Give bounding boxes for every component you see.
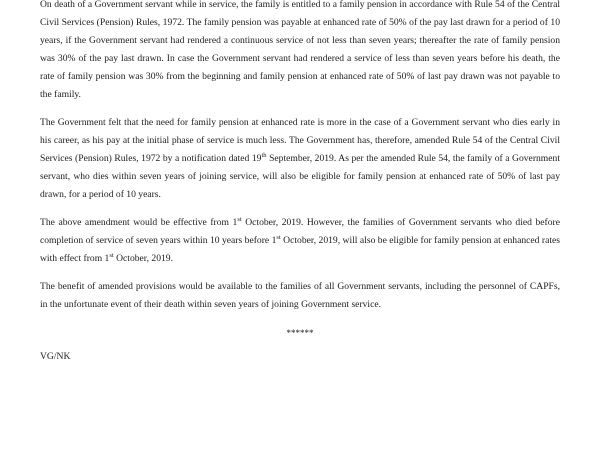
body-paragraph — [40, 214, 560, 268]
paragraph-text: On death of a Government servant while in service, the family is entitled to a family pension in accordance with Rule 54 of the Central Civil Services (Pension) Rules, 1972. The family pension was payable at enhanced rate of 50% of the pay last drawn for a period of 10 years, if the Government servant had rendered a continuous service of not less than seven years; thereafter the rate of family pension was 30% of the pay last drawn. In case the Government servant had rendered a service of less than seven years before his death, the rate of family pension was 30% from the beginning and family pension at enhanced rate of 50% of last pay drawn was not payable to the family. — [40, 0, 560, 100]
separator-stars: ****** — [286, 328, 314, 338]
ordinal-suffix: st — [109, 252, 114, 259]
paragraph-text: October, 2019. However, the families of Government servants who died before completion of service of seven years within 10 years before 1 — [40, 217, 560, 246]
paragraph-text: October, 2019, will also be eligible for family pension at enhanced rates with effect from 1 — [40, 235, 560, 264]
signoff-initials: VG/NK — [40, 351, 71, 362]
body-paragraph — [40, 114, 560, 204]
ordinal-suffix: st — [276, 234, 281, 241]
body-paragraph — [40, 0, 560, 104]
paragraph-text: The above amendment would be effective from 1 — [40, 217, 238, 228]
ordinal-suffix: st — [237, 216, 242, 223]
paragraph-text: October, 2019. — [113, 253, 173, 264]
ordinal-suffix: th — [261, 152, 267, 159]
paragraph-text: The benefit of amended provisions would be available to the families of all Government servants, including the personnel of CAPFs, in the unfortunate event of their death within seven years of joining Government service. — [40, 281, 560, 310]
document-body — [40, 0, 560, 314]
paragraph-text: The Government felt that the need for family pension at enhanced rate is more in the case of a Government servant who dies early in his career, as his pay at the initial phase of service is much less. The Government has, therefore, amended Rule 54 of the Central Civil Services (Pension) Rules, 1972 by a notification dated 19 — [40, 117, 560, 164]
paragraph-text: September, 2019. As per the amended Rule 54, the family of a Government servant, who dies within seven years of joining service, will also be eligible for family pension at enhanced rate of 50% of last pay drawn, for a period of 10 years. — [40, 153, 560, 200]
document-page — [40, 0, 560, 366]
body-paragraph — [40, 278, 560, 314]
